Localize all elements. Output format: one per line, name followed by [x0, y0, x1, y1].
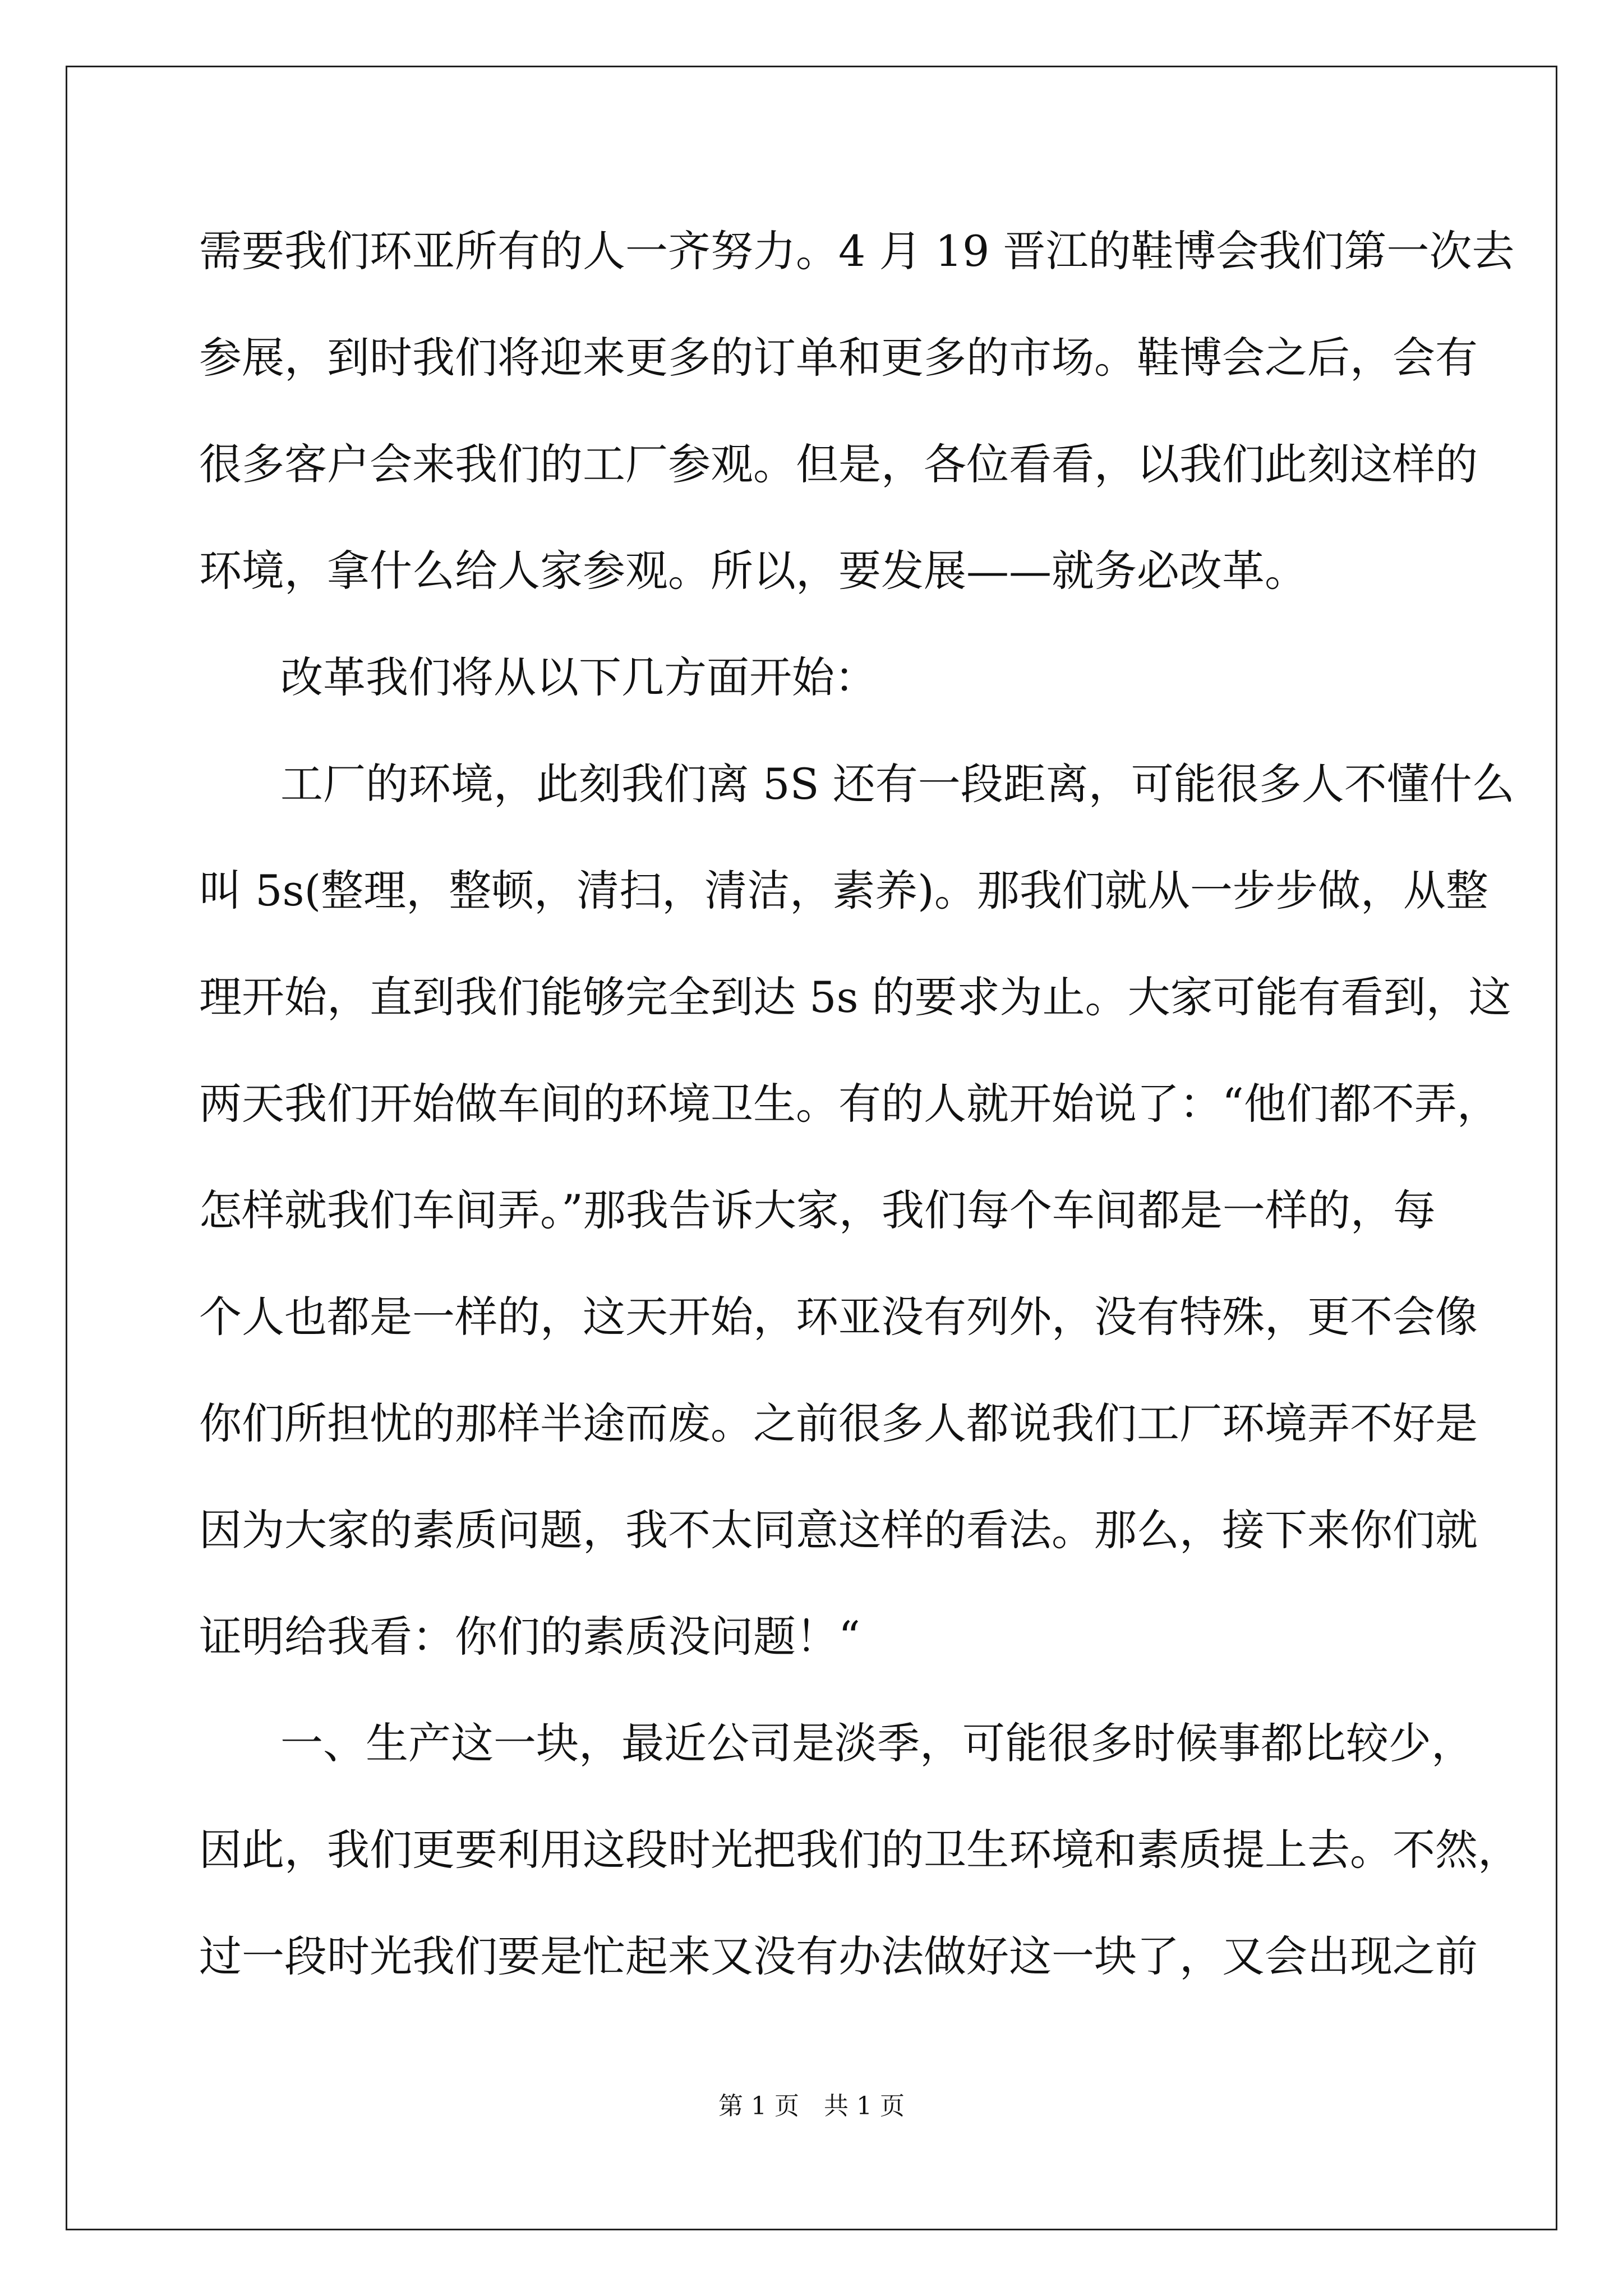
page-number-footer: 第 1 页 共 1 页: [718, 2092, 905, 2120]
body-text-line: 很多客户会来我们的工厂参观。但是，各位看看，以我们此刻这样的: [199, 439, 1478, 489]
body-text-line: 因为大家的素质问题，我不太同意这样的看法。那么，接下来你们就: [199, 1505, 1478, 1555]
body-text-line: 证明给我看：你们的素质没问题！“: [199, 1612, 860, 1662]
body-text-line: 参展，到时我们将迎来更多的订单和更多的市场。鞋博会之后，会有: [199, 333, 1478, 383]
body-text-line: 个人也都是一样的，这天开始，环亚没有列外，没有特殊，更不会像: [199, 1292, 1478, 1342]
body-text-line: 工厂的环境，此刻我们离 5S 还有一段距离，可能很多人不懂什么: [280, 759, 1515, 809]
body-text-line: 过一段时光我们要是忙起来又没有办法做好这一块了，又会出现之前: [199, 1931, 1478, 1981]
body-text-line: 环境，拿什么给人家参观。所以，要发展——就务必改革。: [199, 546, 1307, 596]
body-text-line: 两天我们开始做车间的环境卫生。有的人就开始说了：“他们都不弄，: [199, 1079, 1500, 1129]
body-text-line: 怎样就我们车间弄。”那我告诉大家，我们每个车间都是一样的，每: [199, 1185, 1436, 1235]
body-text-line: 叫 5s(整理，整顿，清扫，清洁，素养)。那我们就从一步步做，从整: [199, 866, 1488, 915]
body-text-line: 因此，我们更要利用这段时光把我们的卫生环境和素质提上去。不然，: [199, 1825, 1520, 1875]
body-text-line: 你们所担忧的那样半途而废。之前很多人都说我们工厂环境弄不好是: [199, 1398, 1478, 1448]
body-text-line: 理开始，直到我们能够完全到达 5s 的要求为止。大家可能有看到，这: [199, 972, 1511, 1022]
body-text-line: 一、生产这一块，最近公司是淡季，可能很多时候事都比较少，: [280, 1718, 1474, 1768]
body-text-line: 需要我们环亚所有的人一齐努力。4 月 19 晋江的鞋博会我们第一次去: [199, 226, 1515, 276]
body-text-line: 改革我们将从以下几方面开始：: [280, 652, 877, 702]
